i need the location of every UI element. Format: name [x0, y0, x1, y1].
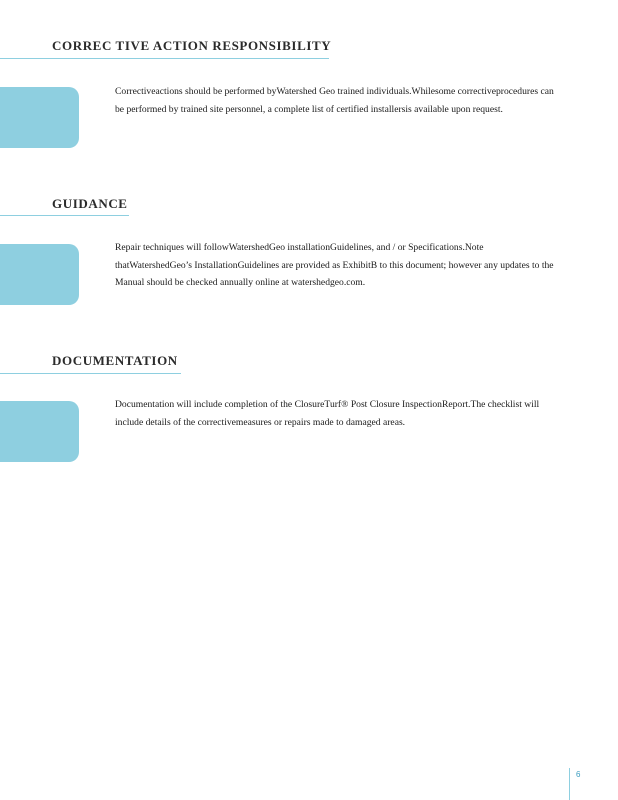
section-body-text: Documentation will include completion of the ClosureTurf® Post Closure InspectionReport.The checklist will include details of the correctivemeasures or repairs made to damaged areas. [115, 399, 540, 428]
heading-underline [0, 58, 329, 59]
section-body-text: Repair techniques will followWatershedGeo installationGuidelines, and / or Specifications.Note thatWatershedGeo’s InstallationGuidelines are provided as ExhibitB to this document; however any updates to the Manual should be checked annually online at watershedgeo.com. [115, 242, 554, 288]
section-heading: GUIDANCE [52, 196, 128, 211]
heading-underline [0, 215, 129, 216]
side-tab-decoration [0, 401, 79, 462]
heading-underline [0, 373, 181, 374]
footer-divider [569, 768, 570, 800]
section-heading: DOCUMENTATION [52, 353, 178, 368]
section-heading: CORREC TIVE ACTION RESPONSIBILITY [52, 38, 332, 53]
page-number: 6 [576, 770, 581, 779]
side-tab-decoration [0, 244, 79, 305]
side-tab-decoration [0, 87, 79, 148]
section-body-text: Correctiveactions should be performed byWatershed Geo trained individuals.Whilesome correctiveprocedures can be performed by trained site personnel, a complete list of certified installersis available upon request. [115, 86, 554, 115]
